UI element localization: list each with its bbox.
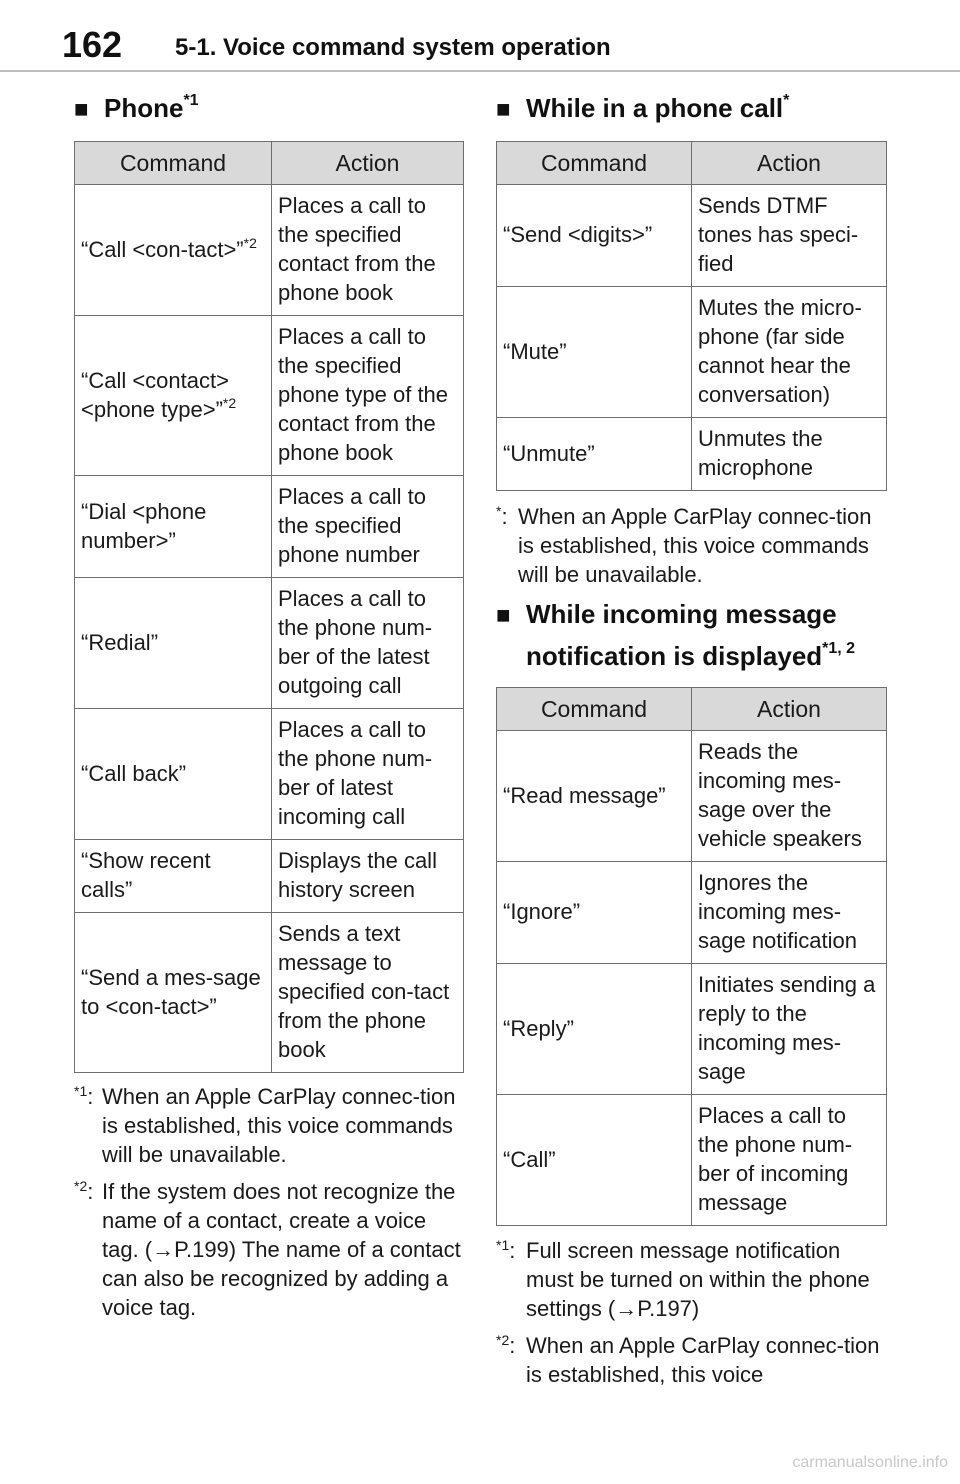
command-cell: “Dial <phone number>” — [75, 476, 272, 578]
command-cell: “Show recent calls” — [75, 840, 272, 913]
action-cell: Places a call to the phone num-ber of latest incoming call — [272, 709, 464, 840]
column-header-action: Action — [272, 142, 464, 185]
command-cell: “Call <contact> <phone type>”$^{*2}$ — [75, 316, 272, 476]
phone-heading: ■ Phone$^{*1}$ — [74, 88, 199, 130]
table-row — [75, 840, 464, 913]
table-row — [497, 185, 887, 287]
action-cell: Ignores the incoming mes-sage notification — [692, 862, 887, 964]
action-cell: Sends DTMF tones has speci-fied — [692, 185, 887, 287]
table-row — [75, 316, 464, 476]
table-row — [497, 1095, 887, 1226]
command-cell: “Unmute” — [497, 418, 692, 491]
table-row — [497, 862, 887, 964]
command-cell: “Read message” — [497, 731, 692, 862]
action-cell: Reads the incoming mes-sage over the vehicle speakers — [692, 731, 887, 862]
incoming-message-command-table — [496, 687, 887, 1226]
action-cell: Initiates sending a reply to the incoming mes-sage — [692, 964, 887, 1095]
phone-heading-footnote: *1 — [183, 92, 199, 109]
phone-command-table — [74, 141, 464, 1073]
incoming-message-heading-footnote: *1, 2 — [822, 640, 856, 657]
footnote: $^{*2}$: When an Apple CarPlay connec-tion is established, this voice — [496, 1332, 880, 1387]
action-cell: Places a call to the phone num-ber of incoming message — [692, 1095, 887, 1226]
action-cell: Mutes the micro-phone (far side cannot hear the conversation) — [692, 287, 887, 418]
page-header — [0, 0, 960, 72]
square-bullet-icon: ■ — [496, 602, 511, 629]
table-row — [497, 418, 887, 491]
table-row — [75, 185, 464, 316]
column-header-action: Action — [692, 142, 887, 185]
footnote: $^{*2}$: If the system does not recognize the name of a contact, create a voice tag. (→P.199) The name of a contact can also be recognized by adding a voice tag. — [74, 1178, 461, 1320]
table-row — [75, 913, 464, 1073]
table-header-row — [497, 688, 887, 731]
square-bullet-icon: ■ — [496, 96, 511, 123]
section-title: 5-1. Voice command system operation — [175, 34, 611, 61]
column-header-command: Command — [75, 142, 272, 185]
table-row — [497, 731, 887, 862]
command-cell: “Mute” — [497, 287, 692, 418]
table-header-row — [497, 142, 887, 185]
table-row — [497, 287, 887, 418]
header-divider — [0, 70, 960, 72]
action-cell: Unmutes the microphone — [692, 418, 887, 491]
action-cell: Places a call to the specified phone type of the contact from the phone book — [272, 316, 464, 476]
command-cell: “Send <digits>” — [497, 185, 692, 287]
square-bullet-icon: ■ — [74, 96, 89, 123]
table-row — [497, 964, 887, 1095]
command-cell: “Call back” — [75, 709, 272, 840]
command-cell: “Reply” — [497, 964, 692, 1095]
action-cell: Places a call to the specified contact from the phone book — [272, 185, 464, 316]
column-header-command: Command — [497, 688, 692, 731]
action-cell: Displays the call history screen — [272, 840, 464, 913]
action-cell: Sends a text message to specified con-tact from the phone book — [272, 913, 464, 1073]
footnote: *: When an Apple CarPlay connec-tion is established, this voice commands will be unavailable. — [496, 503, 872, 587]
column-header-action: Action — [692, 688, 887, 731]
table-row — [75, 709, 464, 840]
command-cell: “Send a mes-sage to <con-tact>” — [75, 913, 272, 1073]
page-number: 162 — [62, 24, 123, 65]
in-call-command-table — [496, 141, 887, 491]
footnote: $^{*1}$: When an Apple CarPlay connec-tion is established, this voice commands will be unavailable. — [74, 1083, 456, 1167]
action-cell: Places a call to the specified phone number — [272, 476, 464, 578]
column-header-command: Command — [497, 142, 692, 185]
command-cell: “Call <con-tact>”$^{*2}$ — [75, 185, 272, 316]
in-call-heading-footnote: * — [783, 92, 790, 109]
command-cell: “Call” — [497, 1095, 692, 1226]
footnote: $^{*1}$: Full screen message notification must be turned on within the phone settings (→P.197) — [496, 1237, 870, 1321]
in-call-footnotes — [496, 502, 886, 597]
incoming-message-footnotes — [496, 1236, 886, 1397]
action-cell: Places a call to the phone num-ber of the latest outgoing call — [272, 578, 464, 709]
table-row — [75, 476, 464, 578]
phone-footnotes — [74, 1082, 464, 1330]
command-cell: “Ignore” — [497, 862, 692, 964]
table-header-row — [75, 142, 464, 185]
watermark: carmanualsonline.info — [792, 1454, 948, 1471]
command-cell: “Redial” — [75, 578, 272, 709]
in-call-heading: ■ While in a phone call* — [496, 88, 789, 130]
table-row — [75, 578, 464, 709]
incoming-message-heading: ■ While incoming message notification is displayed$^{*1, 2}$ — [496, 594, 916, 676]
